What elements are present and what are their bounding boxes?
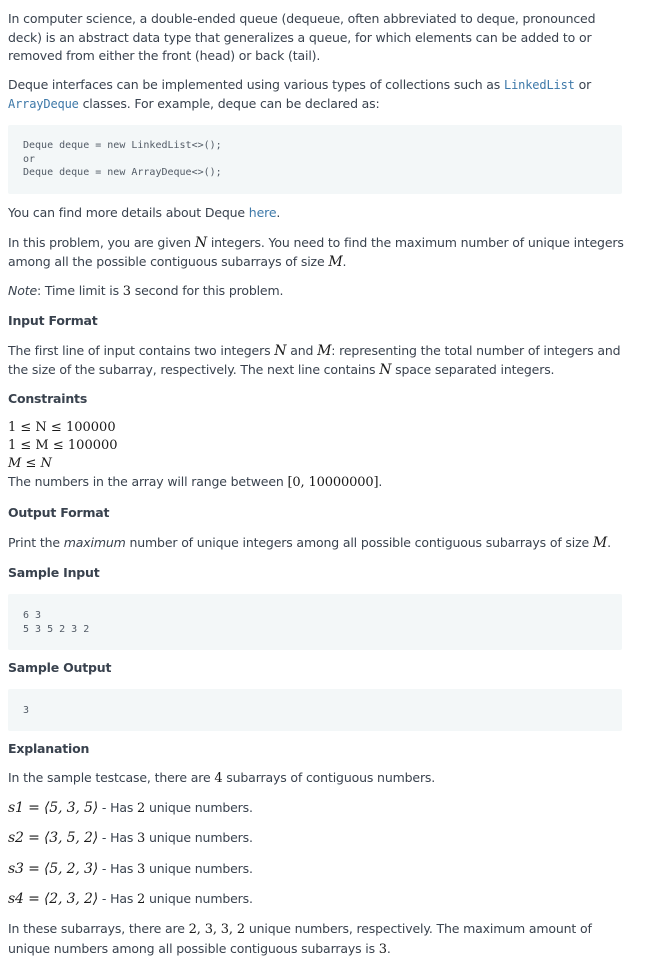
- explanation-item: [8, 890, 628, 910]
- code-line: Deque deque = new LinkedList<>();: [23, 140, 222, 151]
- text: unique numbers.: [145, 830, 253, 845]
- text: number of unique integers among all possible contiguous subarrays of size: [125, 535, 593, 550]
- explanation-conclusion: [8, 920, 628, 959]
- text: - Has: [98, 861, 138, 876]
- output-format-paragraph: [8, 534, 628, 553]
- math-n: N: [379, 361, 392, 378]
- text: In this problem, you are given: [8, 235, 195, 250]
- text: classes. For example, deque can be declared as:: [78, 95, 380, 111]
- sample-output-block: [8, 689, 622, 731]
- text: Print the: [8, 535, 64, 550]
- math-counts: 2, 3, 3, 2: [188, 922, 245, 937]
- input-format-paragraph: [8, 342, 628, 379]
- math-time-limit: 3: [122, 284, 131, 299]
- text: unique numbers, respectively. The maximum amount of unique numbers among all possible contiguous subarrays is: [8, 921, 592, 956]
- constraints-heading: Constraints: [8, 391, 88, 406]
- math-n: N: [194, 235, 208, 251]
- output-format-heading: Output Format: [8, 505, 110, 520]
- sample-input-block: [8, 594, 622, 650]
- text: In these subarrays, there are: [8, 921, 189, 936]
- math-subarray: s2 = ⟨3, 5, 2⟩: [8, 830, 99, 846]
- deque-interfaces-paragraph: [8, 76, 628, 113]
- text: Deque interfaces can be implemented using various types of collections such as: [8, 77, 504, 92]
- text: .: [607, 535, 611, 550]
- code-example-block: [8, 125, 622, 194]
- constraint-line: 1 ≤ M ≤ 100000: [8, 438, 118, 453]
- input-format-heading: Input Format: [8, 313, 98, 328]
- explanation-heading: Explanation: [8, 741, 90, 756]
- sample-input-heading: Sample Input: [8, 565, 100, 580]
- text: unique numbers.: [145, 800, 253, 815]
- text: .: [342, 253, 347, 269]
- explanation-item: [8, 860, 628, 880]
- note-paragraph: [8, 282, 628, 302]
- sample-output-heading: Sample Output: [8, 660, 112, 675]
- text: unique numbers.: [145, 861, 253, 876]
- math-count: 2: [137, 892, 146, 907]
- text: : Time limit is: [37, 283, 123, 298]
- explanation-item: [8, 799, 628, 819]
- math-count: 3: [137, 831, 146, 846]
- math-n: N: [274, 343, 287, 359]
- explanation-intro: [8, 769, 628, 789]
- math-subarray: s1 = ⟨5, 3, 5⟩: [8, 800, 99, 816]
- intro-paragraph: In computer science, a double-ended queue (dequeue, often abbreviated to deque, pronounced deck) is an abstract data type that generalizes a queue, for which elements can be added to or removed from either the front (head) or back (tail).: [8, 11, 596, 63]
- math-m: M: [592, 535, 608, 551]
- text: integers. You need to find the maximum number of unique integers among all the possible contiguous subarrays of size: [8, 235, 624, 269]
- inline-code-arraydeque: ArrayDeque: [8, 96, 79, 111]
- sample-output-line: 3: [23, 705, 30, 716]
- here-link[interactable]: here: [248, 205, 277, 220]
- text: .: [276, 205, 281, 220]
- text: - Has: [98, 800, 138, 815]
- math-count: 3: [137, 862, 146, 877]
- problem-paragraph: [8, 234, 628, 271]
- text: unique numbers.: [145, 891, 253, 906]
- sample-input-line: 6 3: [23, 610, 42, 621]
- math-subarray: s4 = ⟨2, 3, 2⟩: [8, 891, 99, 907]
- math-m: M: [328, 253, 343, 270]
- text: The numbers in the array will range between: [8, 474, 288, 489]
- text: You can find more details about Deque: [8, 205, 249, 220]
- constraint-line: 1 ≤ N ≤ 100000: [8, 420, 116, 435]
- text: subarrays of contiguous numbers.: [222, 770, 436, 785]
- emphasis-maximum: maximum: [63, 535, 126, 550]
- text: .: [378, 474, 383, 489]
- text: space separated integers.: [391, 361, 555, 377]
- inline-code-linkedlist: LinkedList: [504, 78, 575, 92]
- text: : representing the total number of integers and the size of the subarray, respectively. The next line contains: [8, 343, 621, 377]
- text: The first line of input contains two integers: [8, 343, 275, 358]
- math-range: [0, 10000000]: [287, 475, 379, 490]
- math-subarray: s3 = ⟨5, 2, 3⟩: [8, 861, 99, 877]
- math-m: M: [317, 343, 332, 359]
- math-count: 4: [214, 771, 223, 786]
- text: - Has: [98, 891, 138, 906]
- code-line: Deque deque = new ArrayDeque<>();: [23, 167, 222, 178]
- text: second for this problem.: [130, 283, 284, 298]
- more-details-paragraph: [8, 204, 628, 223]
- text: .: [386, 940, 391, 956]
- text: or: [574, 77, 592, 92]
- text: - Has: [98, 830, 138, 845]
- sample-input-line: 5 3 5 2 3 2: [23, 623, 90, 635]
- text: In the sample testcase, there are: [8, 770, 215, 785]
- note-label: Note: [8, 283, 37, 298]
- math-max: 3: [378, 941, 387, 957]
- text: and: [286, 343, 318, 358]
- explanation-item: [8, 829, 628, 849]
- math-count: 2: [137, 801, 146, 816]
- code-line: or: [23, 153, 36, 165]
- constraint-line: M ≤ N: [8, 456, 52, 471]
- range-paragraph: [8, 473, 628, 493]
